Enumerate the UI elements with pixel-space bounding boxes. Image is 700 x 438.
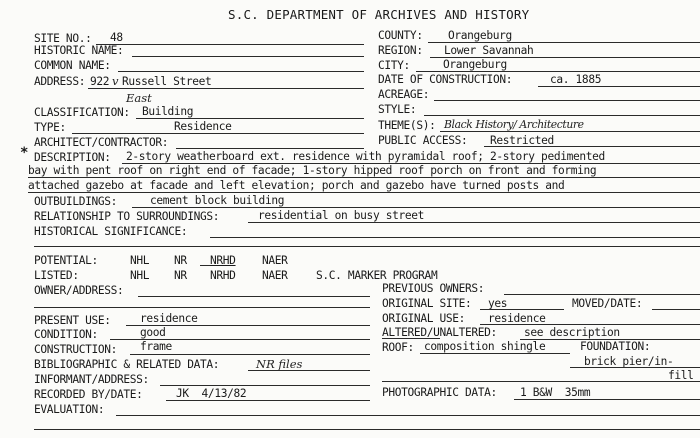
site-no-label: SITE NO.: bbox=[34, 32, 92, 45]
listed-nr[interactable]: NR bbox=[174, 269, 187, 282]
acreage-label: ACREAGE: bbox=[378, 88, 430, 101]
listed-nrhd[interactable]: NRHD bbox=[210, 269, 236, 282]
address-street: Russell Street bbox=[122, 75, 212, 88]
construction-value: frame bbox=[140, 340, 172, 353]
description-asterisk: * bbox=[20, 145, 29, 161]
roof-label: ROOF: bbox=[382, 341, 414, 354]
city-label: CITY: bbox=[378, 59, 410, 72]
acreage-line bbox=[434, 100, 700, 101]
style-label: STYLE: bbox=[378, 103, 417, 116]
address-number: 922 bbox=[90, 75, 110, 88]
evaluation-label: EVALUATION: bbox=[34, 403, 105, 416]
construction-date-line bbox=[538, 86, 700, 87]
bibliographic-label: BIBLIOGRAPHIC & RELATED DATA: bbox=[34, 358, 220, 371]
outbuildings-label: OUTBUILDINGS: bbox=[34, 195, 118, 208]
bibliographic-line bbox=[248, 370, 370, 371]
theme-label: THEME(S): bbox=[378, 119, 436, 132]
region-value: Lower Savannah bbox=[444, 44, 534, 57]
listed-marker-program[interactable]: S.C. MARKER PROGRAM bbox=[316, 269, 438, 282]
outbuildings-line bbox=[132, 207, 700, 208]
original-use-value: residence bbox=[488, 312, 546, 325]
historic-name-label: HISTORIC NAME: bbox=[34, 44, 124, 57]
significance-label: HISTORICAL SIGNIFICANCE: bbox=[34, 225, 188, 238]
foundation-line-2 bbox=[382, 381, 700, 382]
relationship-label: RELATIONSHIP TO SURROUNDINGS: bbox=[34, 210, 220, 223]
condition-label: CONDITION: bbox=[34, 328, 98, 341]
foundation-line bbox=[570, 367, 700, 368]
listed-nhl[interactable]: NHL bbox=[130, 269, 150, 282]
potential-nhl[interactable]: NHL bbox=[130, 254, 150, 267]
public-access-line bbox=[484, 146, 700, 147]
evaluation-line-2 bbox=[34, 429, 700, 430]
owner-line bbox=[138, 296, 370, 297]
altered-value: see description bbox=[524, 326, 620, 339]
city-value: Orangeburg bbox=[443, 58, 507, 71]
foundation-label: FOUNDATION: bbox=[580, 340, 651, 353]
original-use-line bbox=[480, 324, 700, 325]
construction-date-label: DATE OF CONSTRUCTION: bbox=[378, 73, 513, 86]
present-use-label: PRESENT USE: bbox=[34, 314, 111, 327]
listed-naer[interactable]: NAER bbox=[262, 269, 288, 282]
roof-value: composition shingle bbox=[424, 340, 546, 353]
county-line bbox=[428, 42, 700, 43]
construction-label: CONSTRUCTION: bbox=[34, 343, 118, 356]
owner-line-2 bbox=[34, 307, 370, 308]
altered-underline bbox=[382, 338, 440, 339]
theme-line bbox=[440, 131, 700, 132]
description-line-3: attached gazebo at facade and left elevation; porch and gazebo have turned posts and bbox=[28, 179, 565, 192]
previous-owners-label: PREVIOUS OWNERS: bbox=[382, 282, 485, 295]
recorded-by-label: RECORDED BY/DATE: bbox=[34, 388, 143, 401]
potential-naer[interactable]: NAER bbox=[262, 254, 288, 267]
outbuildings-value: cement block building bbox=[150, 194, 285, 207]
common-name-line bbox=[118, 71, 364, 72]
significance-line bbox=[210, 237, 700, 238]
listed-label: LISTED: bbox=[34, 269, 79, 282]
address-insert-caret: v bbox=[112, 74, 119, 88]
altered-label: ALTERED/UNALTERED: bbox=[382, 326, 497, 339]
potential-nr[interactable]: NR bbox=[174, 254, 187, 267]
site-no-line bbox=[96, 44, 364, 45]
original-use-label: ORIGINAL USE: bbox=[382, 312, 466, 325]
architect-line bbox=[176, 148, 364, 149]
classification-value: Building bbox=[142, 105, 194, 118]
original-site-line bbox=[480, 309, 564, 310]
recorded-by-value: JK 4/13/82 bbox=[176, 387, 247, 400]
roof-line bbox=[420, 353, 570, 354]
moved-date-label: MOVED/DATE: bbox=[572, 297, 643, 310]
foundation-value-line-1: brick pier/in- bbox=[584, 355, 674, 368]
county-label: COUNTY: bbox=[378, 29, 423, 42]
address-insert-handwritten: East bbox=[126, 91, 152, 105]
classification-line bbox=[136, 118, 364, 119]
informant-line bbox=[160, 385, 370, 386]
recorded-by-line bbox=[166, 400, 370, 401]
relationship-value: residential on busy street bbox=[258, 209, 425, 222]
description-rule-3 bbox=[28, 192, 700, 193]
address-label: ADDRESS: bbox=[34, 75, 86, 88]
photographic-line bbox=[514, 399, 700, 400]
significance-line-2 bbox=[34, 246, 700, 247]
type-label: TYPE: bbox=[34, 121, 66, 134]
style-line bbox=[424, 115, 700, 116]
construction-line bbox=[130, 354, 370, 355]
bibliographic-value-handwritten: NR files bbox=[256, 357, 303, 371]
potential-nrhd[interactable]: NRHD bbox=[210, 254, 236, 267]
present-use-value: residence bbox=[140, 312, 198, 325]
relationship-line bbox=[248, 222, 700, 223]
type-line bbox=[72, 133, 364, 134]
county-value: Orangeburg bbox=[448, 29, 512, 42]
address-line bbox=[88, 88, 364, 89]
informant-label: INFORMANT/ADDRESS: bbox=[34, 373, 149, 386]
potential-nrhd-tick bbox=[200, 265, 210, 266]
previous-owners-line bbox=[504, 294, 700, 295]
original-site-value: yes bbox=[488, 297, 508, 310]
description-line-2: bay with pent roof on right end of facade; 1-story hipped roof porch on front and forming bbox=[28, 164, 597, 177]
owner-label: OWNER/ADDRESS: bbox=[34, 284, 124, 297]
moved-date-line bbox=[652, 309, 700, 310]
common-name-label: COMMON NAME: bbox=[34, 59, 111, 72]
potential-label: POTENTIAL: bbox=[34, 254, 98, 267]
construction-date-value: ca. 1885 bbox=[550, 73, 602, 86]
original-site-label: ORIGINAL SITE: bbox=[382, 297, 472, 310]
city-line bbox=[416, 71, 700, 72]
region-label: REGION: bbox=[378, 44, 423, 57]
classification-label: CLASSIFICATION: bbox=[34, 106, 130, 119]
card-title: S.C. DEPARTMENT OF ARCHIVES AND HISTORY bbox=[228, 7, 530, 22]
public-access-label: PUBLIC ACCESS: bbox=[378, 134, 468, 147]
site-no-value: 48 bbox=[110, 31, 123, 44]
public-access-value: Restricted bbox=[490, 134, 554, 147]
description-rule-2 bbox=[28, 177, 700, 178]
foundation-value-line-2: fill bbox=[668, 369, 694, 382]
photographic-value: 1 B&W 35mm bbox=[520, 386, 591, 399]
theme-value-handwritten: Black History/ Architecture bbox=[444, 118, 584, 131]
type-value: Residence bbox=[174, 120, 232, 133]
photographic-label: PHOTOGRAPHIC DATA: bbox=[382, 386, 497, 399]
description-label: DESCRIPTION: bbox=[34, 151, 111, 164]
description-line-1: 2-story weatherboard ext. residence with pyramidal roof; 2-story pedimented bbox=[126, 150, 605, 163]
historic-name-line bbox=[132, 56, 364, 57]
evaluation-line bbox=[116, 415, 700, 416]
architect-label: ARCHITECT/CONTRACTOR: bbox=[34, 136, 169, 149]
condition-value: good bbox=[140, 326, 166, 339]
